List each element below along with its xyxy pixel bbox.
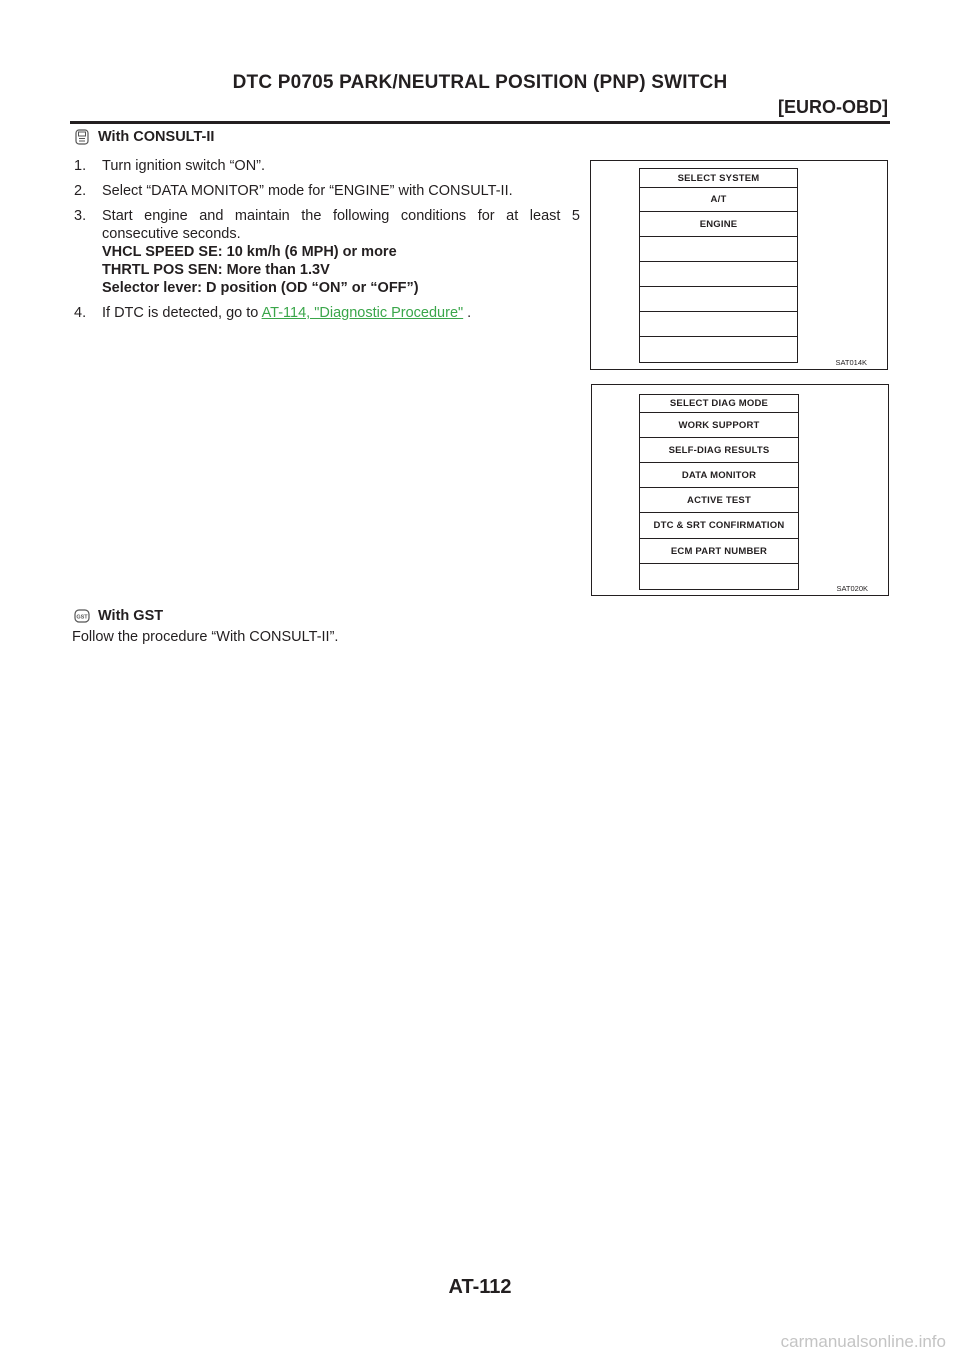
- menu-item-empty: [640, 262, 797, 287]
- menu-item-empty: [640, 312, 797, 337]
- step-4: [74, 304, 580, 322]
- section-tag: [EURO-OBD]: [778, 97, 888, 117]
- menu-item-empty: [640, 287, 797, 312]
- gst-instruction: Follow the procedure “With CONSULT-II”.: [72, 629, 339, 645]
- menu-item-data-monitor: DATA MONITOR: [640, 463, 798, 488]
- menu-item-engine: ENGINE: [640, 212, 797, 237]
- select-system-menu: [639, 168, 798, 363]
- step-number: 1.: [74, 158, 87, 174]
- diagnostic-procedure-link[interactable]: AT-114, "Diagnostic Procedure": [261, 305, 464, 321]
- menu-item-active-test: ACTIVE TEST: [640, 488, 798, 513]
- condition-selector: Selector lever: D position (OD “ON” or “OFF”): [102, 280, 419, 296]
- step-number: 4.: [74, 305, 87, 321]
- watermark: carmanualsonline.info: [780, 1332, 946, 1351]
- procedure-steps: [74, 157, 580, 329]
- gst-heading-label: With GST: [98, 608, 164, 624]
- step-2: [74, 182, 580, 200]
- header-divider: [70, 121, 890, 124]
- select-diag-mode-menu: [639, 394, 799, 590]
- menu-item-empty: [640, 564, 798, 589]
- step-number: 3.: [74, 208, 87, 224]
- menu-item-dtc-srt: DTC & SRT CONFIRMATION: [640, 513, 798, 539]
- condition-speed: VHCL SPEED SE: 10 km/h (6 MPH) or more: [102, 244, 397, 260]
- figure-id: SAT014K: [835, 358, 867, 367]
- menu-item-self-diag-results: SELF-DIAG RESULTS: [640, 438, 798, 463]
- step-text: Select “DATA MONITOR” mode for “ENGINE” with CONSULT-II.: [102, 183, 513, 199]
- menu-item-ecm-part-number: ECM PART NUMBER: [640, 539, 798, 564]
- menu-item-at: A/T: [640, 188, 797, 212]
- step-3: [74, 207, 580, 297]
- page-title: DTC P0705 PARK/NEUTRAL POSITION (PNP) SWITCH: [232, 72, 728, 93]
- svg-text:GST: GST: [76, 614, 88, 621]
- menu-title: SELECT SYSTEM: [640, 169, 797, 188]
- step-number: 2.: [74, 183, 87, 199]
- condition-throttle: THRTL POS SEN: More than 1.3V: [102, 262, 330, 278]
- step-text-end: .: [463, 305, 472, 321]
- page-number: AT-112: [448, 1276, 512, 1298]
- menu-item-work-support: WORK SUPPORT: [640, 413, 798, 438]
- figure-select-diag-mode: [591, 384, 889, 596]
- menu-item-empty: [640, 337, 797, 362]
- step-text: If DTC is detected, go to: [102, 305, 262, 321]
- consult-heading: [74, 129, 214, 145]
- step-text: Start engine and maintain the following conditions for at least 5 consecutive seconds.: [102, 208, 580, 242]
- step-1: [74, 157, 580, 175]
- step-text: Turn ignition switch “ON”.: [102, 158, 266, 174]
- consult-icon: [74, 129, 90, 145]
- gst-heading: [74, 608, 163, 624]
- menu-item-empty: [640, 237, 797, 262]
- figure-select-system: [590, 160, 888, 370]
- gst-icon: [74, 608, 90, 624]
- menu-title: SELECT DIAG MODE: [640, 395, 798, 413]
- consult-heading-label: With CONSULT-II: [98, 129, 215, 145]
- figure-id: SAT020K: [836, 584, 868, 593]
